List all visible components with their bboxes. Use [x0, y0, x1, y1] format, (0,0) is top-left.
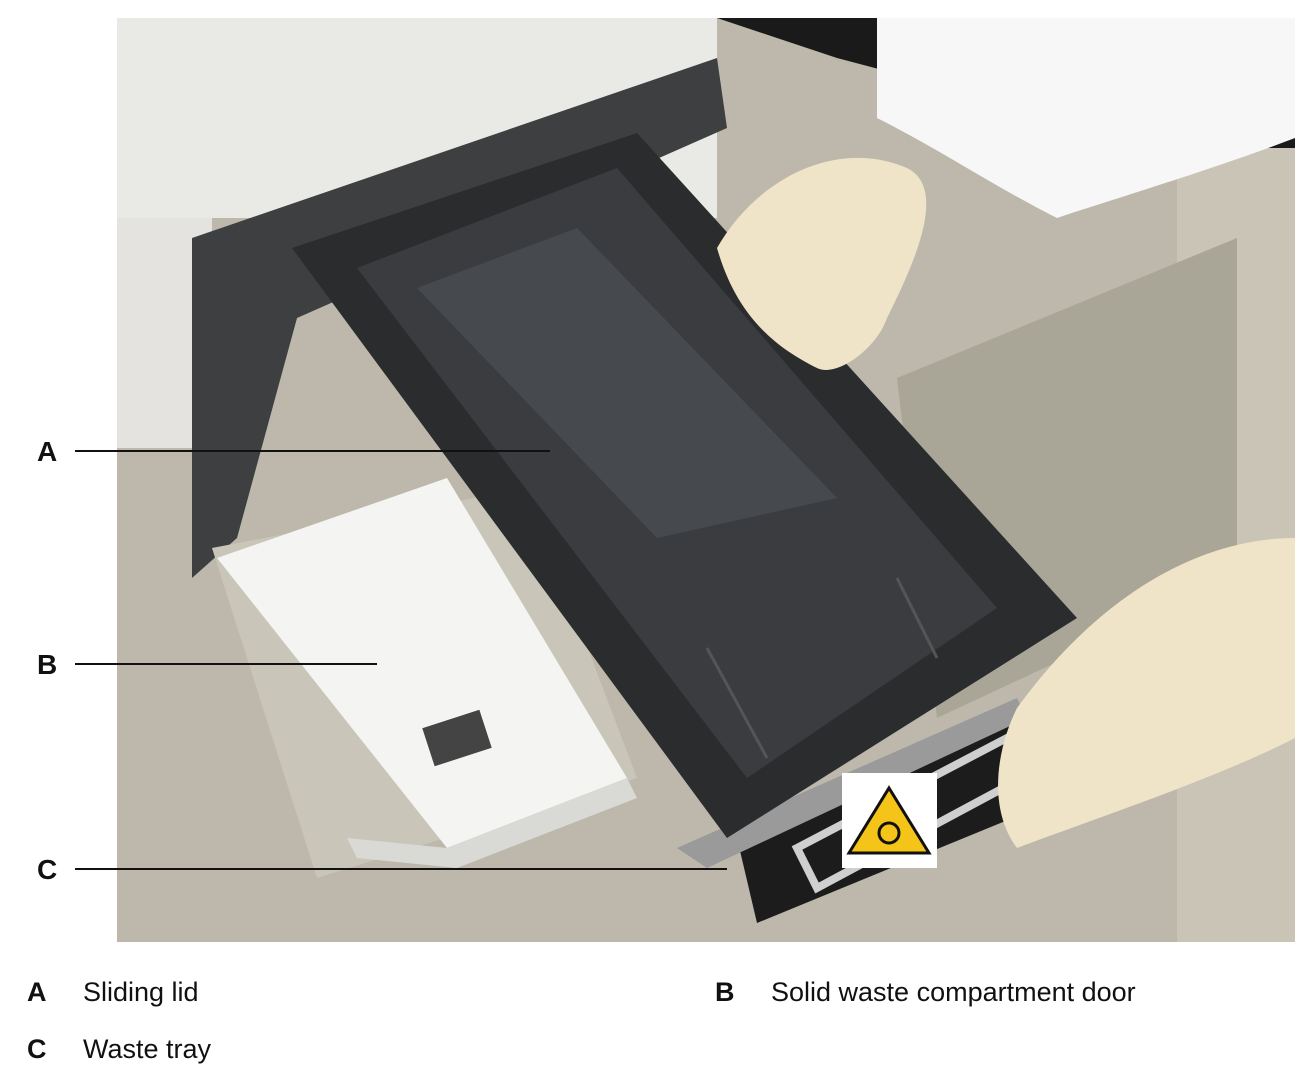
legend-label: Waste tray: [83, 1034, 212, 1064]
callout-c-leader: [75, 868, 727, 870]
callout-b-leader: [75, 663, 377, 665]
legend-key: C: [27, 1034, 47, 1064]
legend-key: A: [27, 977, 47, 1007]
callout-a-leader: [75, 450, 550, 452]
instrument-photo: [117, 18, 1295, 942]
legend-label: Solid waste compartment door: [771, 977, 1136, 1007]
legend-label: Sliding lid: [83, 977, 199, 1007]
legend-key: B: [715, 977, 735, 1007]
callout-b-label: B: [37, 649, 58, 680]
callout-c-label: C: [37, 854, 58, 885]
callout-a-label: A: [37, 436, 58, 467]
